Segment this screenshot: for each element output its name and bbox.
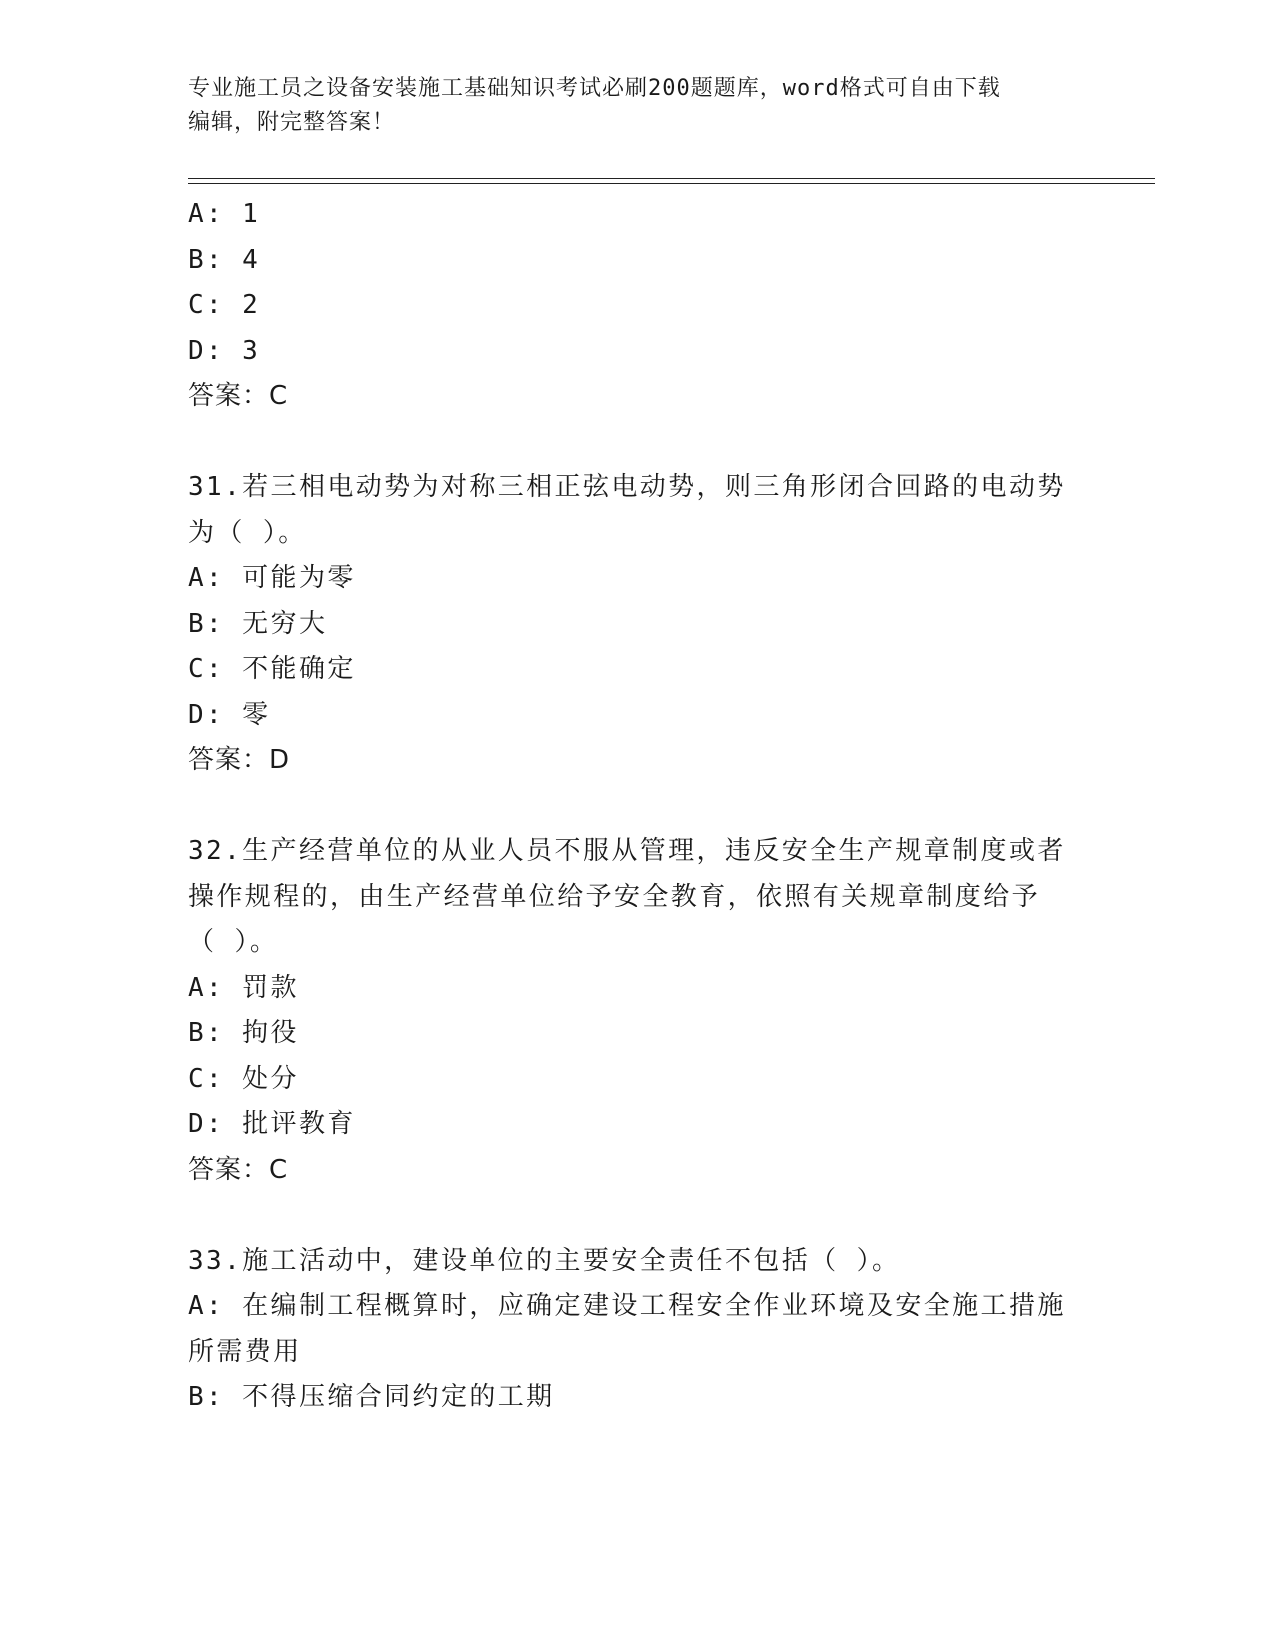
q31-option-d: D: 零 <box>188 699 271 730</box>
question-list <box>188 192 1088 1421</box>
q31-option-a: A: 可能为零 <box>188 563 356 593</box>
spacer <box>188 1193 1088 1239</box>
q31-stem-line-2: 为（ ）。 <box>188 517 307 548</box>
q32-option-b: B: 拘役 <box>188 1018 299 1048</box>
q30-option-b: B: 4 <box>188 244 261 275</box>
q32-option-d: D: 批评教育 <box>188 1109 356 1139</box>
q31-option-b: B: 无穷大 <box>188 608 328 639</box>
q32-option-a: A: 罚款 <box>188 972 299 1003</box>
question-31-block <box>188 465 1088 784</box>
q33-option-b: B: 不得压缩合同约定的工期 <box>188 1382 555 1412</box>
q31-stem-line-1: 31.若三相电动势为对称三相正弦电动势，则三角形闭合回路的电动势 <box>188 472 1066 502</box>
question-33-block <box>188 1239 1088 1421</box>
header-divider-bottom <box>188 183 1155 184</box>
question-30-block <box>188 192 1088 420</box>
q32-answer: 答案：C <box>188 1154 289 1185</box>
spacer <box>188 420 1088 466</box>
q32-stem-line-1: 32.生产经营单位的从业人员不服从管理，违反安全生产规章制度或者 <box>188 836 1066 866</box>
q30-option-d: D: 3 <box>188 335 261 366</box>
q32-option-c: C: 处分 <box>188 1063 299 1094</box>
q32-stem-line-3: （ ）。 <box>188 927 279 957</box>
q30-option-a: A: 1 <box>188 199 261 229</box>
q30-option-c: C: 2 <box>188 290 261 320</box>
spacer <box>188 784 1088 830</box>
document-header <box>188 72 1088 140</box>
q33-option-a-line-1: A: 在编制工程概算时，应确定建设工程安全作业环境及安全施工措施 <box>188 1291 1066 1321</box>
q33-option-a-line-2: 所需费用 <box>188 1336 302 1367</box>
question-32-block <box>188 829 1088 1193</box>
q31-option-c: C: 不能确定 <box>188 654 356 684</box>
header-divider-top <box>188 178 1155 179</box>
q30-answer: 答案：C <box>188 381 289 411</box>
header-title-line-1: 专业施工员之设备安装施工基础知识考试必刷200题题库，word格式可自由下载 <box>188 76 1001 101</box>
q33-stem-line-1: 33.施工活动中，建设单位的主要安全责任不包括（ ）。 <box>188 1245 901 1276</box>
header-title-line-2: 编辑，附完整答案！ <box>188 110 396 135</box>
q32-stem-line-2: 操作规程的，由生产经营单位给予安全教育，依照有关规章制度给予 <box>188 881 1041 912</box>
q31-answer: 答案：D <box>188 745 291 775</box>
